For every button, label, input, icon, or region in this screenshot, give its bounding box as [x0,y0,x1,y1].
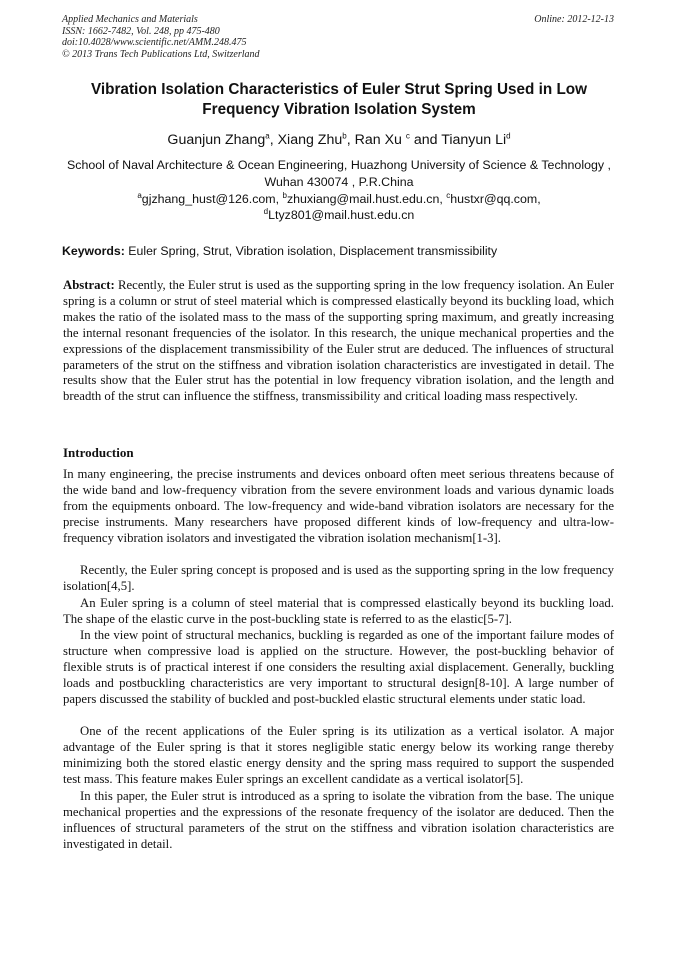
abstract-label: Abstract: [63,278,115,292]
keywords [62,243,616,259]
issn-line: ISSN: 1662-7482, Vol. 248, pp 475-480 [62,25,220,37]
author-separator: , [269,132,278,148]
author-name: Guanjun Zhang [167,132,266,148]
paper-title: Vibration Isolation Characteristics of Euler Strut Spring Used in Low Frequency Vibration Isolation System [90,81,588,118]
author-list [60,131,618,149]
email-a: gjzhang_hust@126.com, [141,192,283,206]
email-d: Ltyz801@mail.hust.edu.cn [268,207,415,222]
author-name: Ran Xu [354,132,406,148]
intro-paragraph: In many engineering, the precise instruments and devices onboard often meet serious threatens because of the wide band and low-frequency vibration from the severe environment loads and various dynamic loads from the equipments onboard. The low-frequency and wide-band vibration isolators are necessary for the precise instruments. Many researchers have proposed different kinds of low-frequency and ultra-low-frequency vibration isolators and investigated the vibration isolation mechanism[1-3]. [63,467,614,545]
email-mark: c [446,190,451,200]
intro-paragraph: In the view point of structural mechanics, buckling is regarded as one of the important failure modes of structure when compressive load is applied on the structure. However, the post-buckling behavior of flexible struts is of practical interest if one considers the resulting axial displacement. Generally, buckling loads and postbuckling characteristics are very important to structural design[8-10]. A large number of papers discussed the stability of buckled and post-buckled elastic structural elements under static load. [63,628,614,706]
affiliation: School of Naval Architecture & Ocean Engineering, Huazhong University of Science & Technology , Wuhan 430074 , P.R.China [67,158,611,189]
copyright-line: © 2013 Trans Tech Publications Ltd, Switzerland [62,48,260,60]
author-mark: c [405,131,410,141]
keywords-label: Keywords: [62,244,125,258]
journal-header [62,14,614,60]
online-date: Online: 2012-12-13 [534,14,614,25]
intro-paragraph: In this paper, the Euler strut is introduced as a spring to isolate the vibration from the base. The unique mechanical properties and the expressions of the resonate frequency of the isolator are deduced. Then the influences of structural parameters of the strut on the stiffness and vibration isolation characteristics are investigated in detail. [63,789,614,851]
section-heading-introduction: Introduction [63,445,134,460]
email-mark: a [137,190,142,200]
author-emails [62,192,616,223]
abstract [63,278,614,405]
intro-paragraph: Recently, the Euler spring concept is proposed and is used as the supporting spring in the low frequency isolation[4,5]. [63,563,614,593]
author-separator: , [346,132,355,148]
author-name: Xiang Zhu [277,132,343,148]
email-c: hustxr@qq.com, [450,192,541,206]
author-name: Tianyun Li [441,132,507,148]
author-separator: and [409,132,442,148]
author-mark: b [342,131,347,141]
intro-paragraph: One of the recent applications of the Euler spring is its utilization as a vertical isolator. A major advantage of the Euler spring is that it stores negligible static energy below its working range thereby minimizing both the stored elastic energy density and the spring mass required to support the suspended test mass. This feature makes Euler springs an excellent candidate as a vertical isolator[5]. [63,724,614,786]
email-b: zhuxiang@mail.hust.edu.cn, [286,192,447,206]
intro-paragraph: An Euler spring is a column of steel material that is compressed elastically beyond its buckling load. The shape of the elastic curve in the post-buckling state is referred to as the elastic[5-7]. [63,596,614,626]
email-mark: b [282,190,287,200]
abstract-text: Recently, the Euler strut is used as the supporting spring in the low frequency isolation. An Euler spring is a column or strut of steel material which is compressed elastically beyond its buckling load, which makes the ratio of the isolated mass to the mass of the supporting spring maximum, and greatly increasing the internal resonant frequencies of the isolator. In this research, the unique mechanical properties and the expressions of the displacement transmissibility of the Euler strut are deduced. The influences of structural parameters of the strut on the stiffness and vibration isolation characteristics are investigated in detail. The results show that the Euler strut has the potential in low frequency vibration isolation, and the length and breadth of the strut can influence the stiffness, transmissibility and critical loading mass respectively. [63,278,614,404]
keywords-text: Euler Spring, Strut, Vibration isolation, Displacement transmissibility [124,244,498,258]
journal-name: Applied Mechanics and Materials [62,14,198,25]
author-mark: a [265,131,270,141]
author-mark: d [506,131,511,141]
email-mark: d [263,206,269,216]
doi-line: doi:10.4028/www.scientific.net/AMM.248.475 [62,37,247,49]
